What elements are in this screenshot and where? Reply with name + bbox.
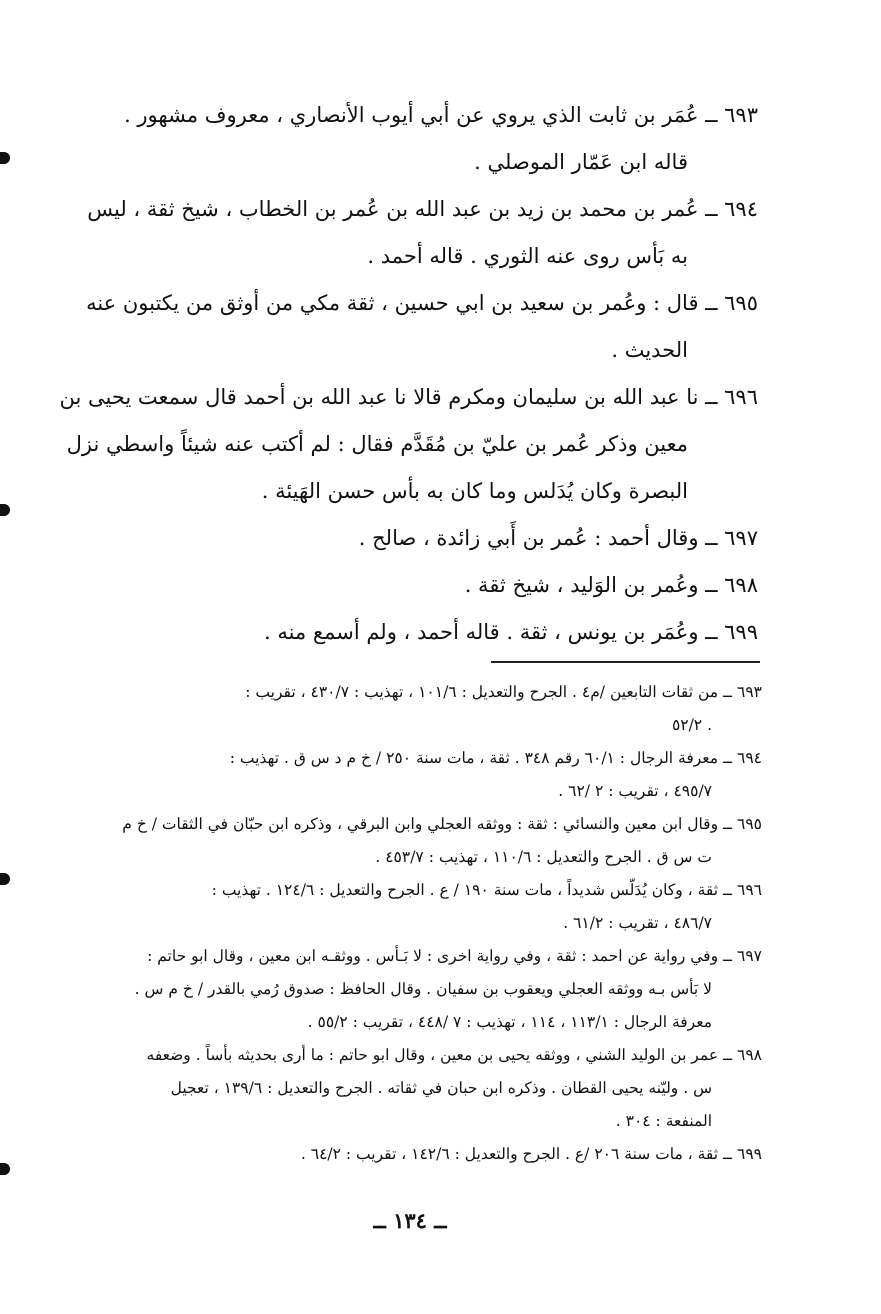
footnote-line: ٦٩٩ ــ ثقة ، مات سنة ٢٠٦ /ع . الجرح والتعديل : ١٤٢/٦ ، تقريب : ٦٤/٢ . [300,1145,762,1163]
footnote-line: ٦٩٦ ــ ثقة ، وكان يُدَلّس شديداً ، مات سنة ١٩٠ / ع . الجرح والتعديل : ١٢٤/٦ . تهذيب : [211,881,762,899]
entry-line: ٦٩٧ ــ وقال أحمد : عُمر بن أَبي زائدة ، صالح . [358,526,758,550]
margin-mark [0,873,10,885]
entry-696 [58,374,758,515]
margin-mark [0,1163,10,1175]
page-number: ــ ١٣٤ ــ [373,1208,447,1233]
footnote-line: ت س ق . الجرح والتعديل : ١١٠/٦ ، تهذيب : ٤٥٣/٧ . [375,848,712,866]
entry-699 [58,609,758,656]
entry-line: به بَأس روى عنه الثوري . قاله أحمد . [367,244,688,268]
footnote-696 [62,874,762,940]
footnote-line: ٤٨٦/٧ ، تقريب : ٦١/٢ . [563,914,712,932]
entry-693 [58,92,758,186]
margin-mark [0,152,10,164]
footnote-line: المنفعة : ٣٠٤ . [615,1112,712,1130]
footnote-695 [62,808,762,874]
footnote-line: ٦٩٥ ــ وقال ابن معين والنسائي : ثقة : ووثقه العجلي وابن البرقي ، وذكره ابن حبّان في الثقات / خ م [122,815,762,833]
footnote-line: معرفة الرجال : ١١٣/١ ، ١١٤ ، تهذيب : ٧ /٤٤٨ ، تقريب : ٥٥/٢ . [307,1013,712,1031]
footnote-699 [62,1138,762,1171]
footnotes [62,676,762,1171]
entry-line: البصرة وكان يُدَلس وما كان به بأس حسن الهَيئة . [261,479,688,503]
entry-line: ٦٩٣ ــ عُمَر بن ثابت الذي يروي عن أبي أيوب الأنصاري ، معروف مشهور . [124,103,758,127]
footnote-694 [62,742,762,808]
entry-line: ٦٩٤ ــ عُمر بن محمد بن زيد بن عبد الله بن عُمر بن الخطاب ، شيخ ثقة ، ليس [87,197,758,221]
footnote-line: ٦٩٧ ــ وفي رواية عن احمد : ثقة ، وفي رواية اخرى : لا بَـأس . ووثقـه ابن معين ، وقال ابو حاتم : [147,947,762,965]
entry-line: معين وذكر عُمر بن عليّ بن مُقَدَّم فقال : لم أكتب عنه شيئاً واسطي نزل [66,432,688,456]
entry-line: ٦٩٩ ــ وعُمَر بن يونس ، ثقة . قاله أحمد ، ولم أسمع منه . [264,620,758,644]
footnote-line: . ٥٢/٢ [671,716,712,734]
entry-697 [58,515,758,562]
footnote-697 [62,940,762,1039]
entry-line: الحديث . [611,338,688,362]
footnote-line: ٦٩٣ ــ من ثقات التابعين /م٤ . الجرح والتعديل : ١٠١/٦ ، تهذيب : ٤٣٠/٧ ، تقريب : [245,683,762,701]
entry-694 [58,186,758,280]
footnote-line: ٦٩٤ ــ معرفة الرجال : ٦٠/١ رقم ٣٤٨ . ثقة ، مات سنة ٢٥٠ / خ م د س ق . تهذيب : [229,749,762,767]
footnote-divider [491,661,760,663]
margin-mark [0,504,10,516]
footnote-693 [62,676,762,742]
main-text [58,92,758,656]
entry-line: ٦٩٨ ــ وعُمر بن الوَليد ، شيخ ثقة . [464,573,758,597]
entry-line: ٦٩٦ ــ نا عبد الله بن سليمان ومكرم قالا نا عبد الله بن أحمد قال سمعت يحيى بن [59,385,758,409]
entry-line: قاله ابن عَمّار الموصلي . [474,150,688,174]
footnote-line: ٦٩٨ ــ عمر بن الوليد الشني ، ووثقه يحيى بن معين ، وقال ابو حاتم : ما أرى بحديثه بأساً . وضعفه [146,1046,762,1064]
footnote-line: لا بَأس بـه ووثقه العجلي ويعقوب بن سفيان . وقال الحافظ : صدوق رُمي بالقدر / خ م س . [134,980,712,998]
entry-line: ٦٩٥ ــ قال : وعُمر بن سعيد بن ابي حسين ، ثقة مكي من أوثق من يكتبون عنه [86,291,758,315]
footnote-line: س . وليّنه يحيى القطان . وذكره ابن حبان في ثقاته . الجرح والتعديل : ١٣٩/٦ ، تعجيل [170,1079,712,1097]
footnote-line: ٤٩٥/٧ ، تقريب : ٢ /٦٢ . [558,782,712,800]
entry-698 [58,562,758,609]
footnote-698 [62,1039,762,1138]
entry-695 [58,280,758,374]
